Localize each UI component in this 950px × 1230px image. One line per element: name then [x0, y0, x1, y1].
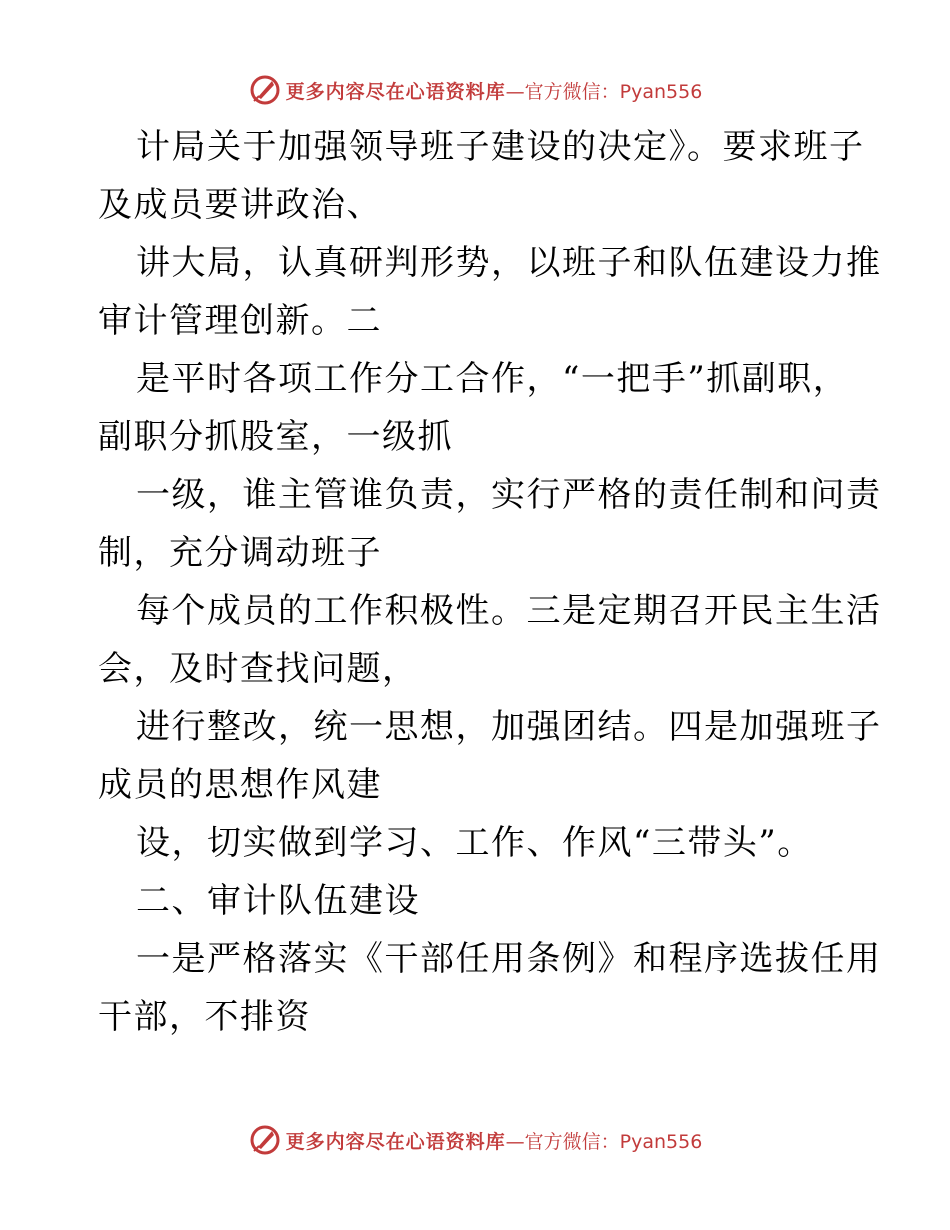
footer-wechat: —官方微信：Pyan556 — [505, 1130, 703, 1153]
header-title: 更多内容尽在心语资料库 — [285, 80, 506, 103]
text-line: 进行整改，统一思想，加强团结。四是加强班子 — [136, 707, 882, 747]
quill-logo-icon — [248, 1123, 282, 1157]
section-heading: 二、审计队伍建设 — [136, 881, 420, 921]
text-line: 副职分抓股室，一级抓 — [98, 417, 453, 457]
quill-logo-icon — [248, 73, 282, 107]
text-line: 成员的思想作风建 — [98, 765, 382, 805]
body-text — [98, 118, 882, 1046]
footer-banner — [0, 1120, 950, 1160]
text-line: 一是严格落实《干部任用条例》和程序选拔任用 — [136, 939, 882, 979]
text-line: 设，切实做到学习、工作、作风“三带头”。 — [136, 823, 813, 863]
text-line: 计局关于加强领导班子建设的决定》。要求班子 — [136, 127, 865, 167]
text-line: 及成员要讲政治、 — [98, 185, 382, 225]
header-wechat: —官方微信：Pyan556 — [505, 80, 703, 103]
header-banner — [0, 70, 950, 110]
text-line: 干部，不排资 — [98, 997, 311, 1037]
text-line: 是平时各项工作分工合作，“一把手”抓副职， — [136, 359, 849, 399]
footer-title: 更多内容尽在心语资料库 — [285, 1130, 506, 1153]
text-line: 制，充分调动班子 — [98, 533, 382, 573]
text-line: 会，及时查找问题， — [98, 649, 418, 689]
text-line: 一级，谁主管谁负责，实行严格的责任制和问责 — [136, 475, 882, 515]
text-line: 审计管理创新。二 — [98, 301, 382, 341]
text-line: 讲大局，认真研判形势，以班子和队伍建设力推 — [136, 243, 882, 283]
text-line: 每个成员的工作积极性。三是定期召开民主生活 — [136, 591, 882, 631]
